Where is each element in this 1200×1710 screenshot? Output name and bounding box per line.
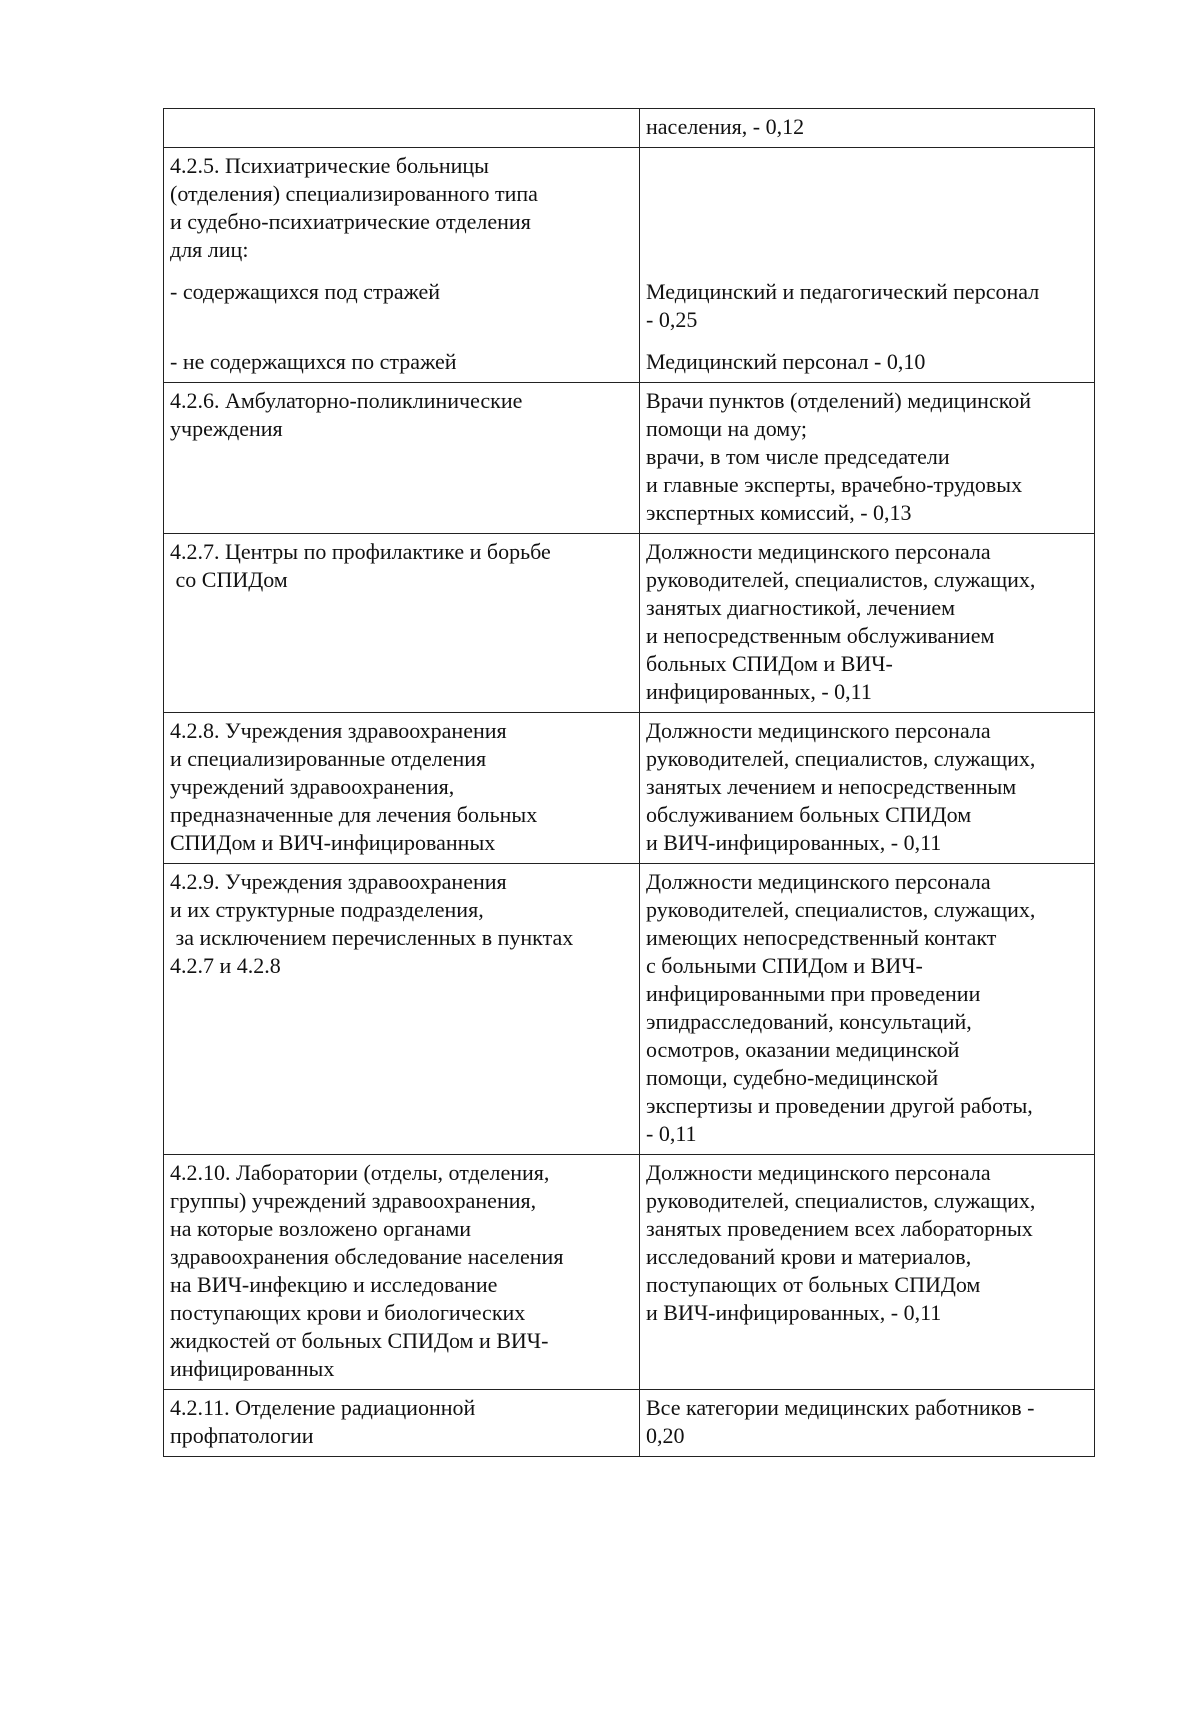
cell-text-line: руководителей, специалистов, служащих, [646,746,1036,771]
cell-text-line: и их структурные подразделения, [170,897,484,922]
table-cell-left [164,109,640,148]
cell-text-line: здравоохранения обследование населения [170,1244,564,1269]
cell-text-line: Врачи пунктов (отделений) медицинской [646,388,1032,413]
cell-text-line: для лиц: [170,237,249,262]
cell-text-line: инфицированных, - 0,11 [646,679,872,704]
cell-text-line: и непосредственным обслуживанием [646,623,995,648]
cell-text-line: 4.2.7. Центры по профилактике и борьбе [170,539,551,564]
cell-text-line: Все категории медицинских работников - [646,1395,1035,1420]
cell-text-line: на которые возложено органами [170,1216,472,1241]
cell-text-line: руководителей, специалистов, служащих, [646,567,1036,592]
table-row [164,1390,1095,1457]
cell-text-line: жидкостей от больных СПИДом и ВИЧ- [170,1328,549,1353]
cell-text-line: руководителей, специалистов, служащих, [646,1188,1036,1213]
cell-text-line: поступающих от больных СПИДом [646,1272,981,1297]
cell-text-line: помощи, судебно-медицинской [646,1065,939,1090]
cell-text-line: занятых проведением всех лабораторных [646,1216,1033,1241]
cell-text-line: - содержащихся под стражей [170,279,441,304]
cell-text-line: 4.2.11. Отделение радиационной [170,1395,476,1420]
table-cell-left [164,534,640,713]
cell-text-line: 0,20 [646,1423,685,1448]
cell-text-line: учреждения [170,416,283,441]
cell-text-line: учреждений здравоохранения, [170,774,455,799]
table-row [164,1155,1095,1390]
cell-text-line: Медицинский и педагогический персонал [646,279,1040,304]
table-row [164,864,1095,1155]
cell-text-line: эпидрасследований, консультаций, [646,1009,972,1034]
table-cell-right [640,1390,1095,1457]
cell-text-line: Должности медицинского персонала [646,718,991,743]
cell-text-line: и ВИЧ-инфицированных, - 0,11 [646,830,942,855]
cell-text-line: занятых лечением и непосредственным [646,774,1017,799]
cell-text-line: руководителей, специалистов, служащих, [646,897,1036,922]
cell-text-line: населения, - 0,12 [646,114,805,139]
cell-text-line: и специализированные отделения [170,746,487,771]
cell-text-line: поступающих крови и биологических [170,1300,526,1325]
cell-text-line: за исключением перечисленных в пунктах [170,925,574,950]
table-cell-right [640,1155,1095,1390]
table-cell-left [164,1155,640,1390]
cell-text-line: и ВИЧ-инфицированных, - 0,11 [646,1300,942,1325]
cell-text-line: инфицированных [170,1356,335,1381]
cell-text-line: Должности медицинского персонала [646,869,991,894]
cell-text-line: исследований крови и материалов, [646,1244,972,1269]
table-cell-left [164,1390,640,1457]
cell-text-line: 4.2.10. Лаборатории (отделы, отделения, [170,1160,550,1185]
table-cell-right [640,534,1095,713]
cell-text-line: профпатологии [170,1423,314,1448]
document-table [163,108,1095,1457]
cell-text-line: экспертных комиссий, - 0,13 [646,500,912,525]
cell-text-line: с больными СПИДом и ВИЧ- [646,953,923,978]
cell-text-line: и судебно-психиатрические отделения [170,209,531,234]
cell-text-line: 4.2.7 и 4.2.8 [170,953,281,978]
cell-text-line: 4.2.8. Учреждения здравоохранения [170,718,507,743]
table-row [164,383,1095,534]
cell-text-line: Должности медицинского персонала [646,539,991,564]
cell-text-line: Медицинский персонал - 0,10 [646,349,926,374]
table-cell-right [640,864,1095,1155]
table-cell-right [640,383,1095,534]
cell-text-line: предназначенные для лечения больных [170,802,538,827]
table-cell-left [164,148,640,383]
cell-text-line: группы) учреждений здравоохранения, [170,1188,537,1213]
cell-text-line: 4.2.9. Учреждения здравоохранения [170,869,507,894]
cell-text-line: врачи, в том числе председатели [646,444,950,469]
cell-text-line: экспертизы и проведении другой работы, [646,1093,1033,1118]
cell-text-line: - 0,25 [646,307,698,332]
cell-text-line: - 0,11 [646,1121,697,1146]
cell-text-line: обслуживанием больных СПИДом [646,802,972,827]
cell-text-line: имеющих непосредственный контакт [646,925,997,950]
table-cell-right [640,713,1095,864]
table-cell-left [164,383,640,534]
cell-text-line: осмотров, оказании медицинской [646,1037,960,1062]
table-row [164,534,1095,713]
cell-text-line: на ВИЧ-инфекцию и исследование [170,1272,498,1297]
cell-text-line: 4.2.6. Амбулаторно-поликлинические [170,388,523,413]
table-cell-left [164,864,640,1155]
cell-text-line: СПИДом и ВИЧ-инфицированных [170,830,496,855]
table-cell-right [640,148,1095,383]
cell-text-line: - не содержащихся по стражей [170,349,457,374]
table-row [164,713,1095,864]
cell-text-line: и главные эксперты, врачебно-трудовых [646,472,1023,497]
table-cell-right [640,109,1095,148]
table-row [164,109,1095,148]
table-row [164,148,1095,383]
cell-text-line: занятых диагностикой, лечением [646,595,956,620]
cell-text-line: со СПИДом [170,567,288,592]
cell-text-line: Должности медицинского персонала [646,1160,991,1185]
table-cell-left [164,713,640,864]
cell-text-line: больных СПИДом и ВИЧ- [646,651,893,676]
cell-text-line: 4.2.5. Психиатрические больницы [170,153,489,178]
cell-text-line: (отделения) специализированного типа [170,181,538,206]
cell-text-line: инфицированными при проведении [646,981,981,1006]
cell-text-line: помощи на дому; [646,416,808,441]
